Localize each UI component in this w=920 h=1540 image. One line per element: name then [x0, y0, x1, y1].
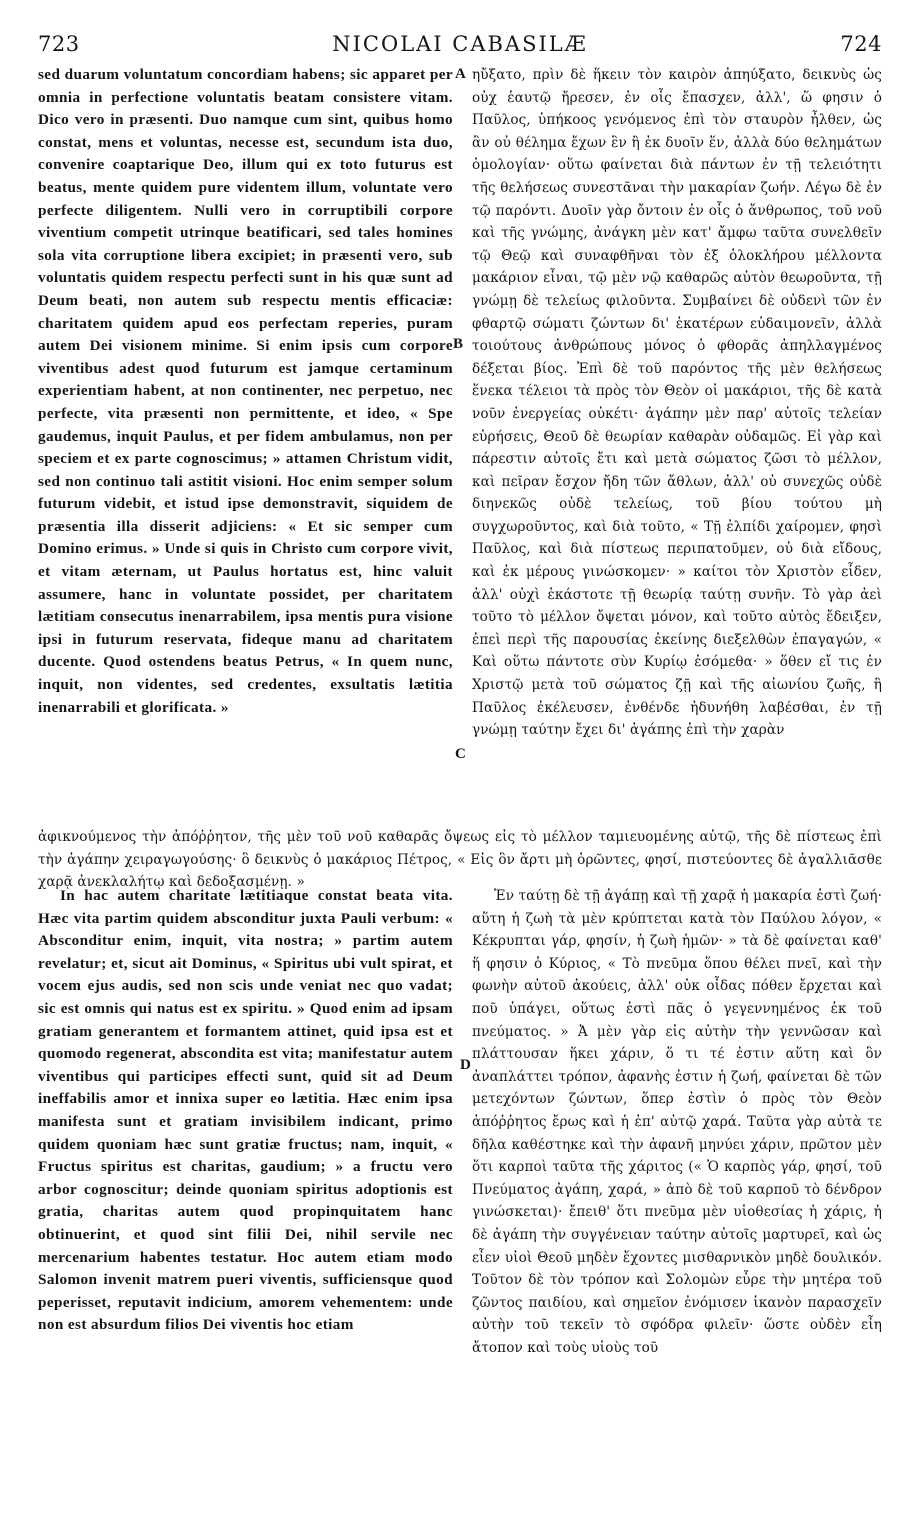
running-title: NICOLAI CABASILÆ — [332, 32, 588, 56]
margin-marker-b: B — [453, 336, 464, 352]
latin-paragraph-2: In hac autem charitate lætitiaque constat beata vita. Hæc vita partim quidem absconditur juxta Pauli verbum: « Absconditur enim, inquit, vita nostra; » partim autem revelatur; et, sicut ait Dominus, « Spiritus ubi vult spirat, et vocem ejus audis, sed non scis unde veniat nec quo vadat; sic est omnis qui natus est ex spiritu. » Quod enim ad ipsam gratiam generantem et formantem attinet, quid ipsa est et quomodo regenerat, abscondita est vita; manifestatur autem viventibus qui participes effecti sunt, quid sit ad Deum ineffabilis amor et innixa super eo lætitia. Hæc enim ipsa manifesta sunt et gratiam invisibilem indicant, primo quidem quoniam hæc sunt gratiæ fructus; nam, inquit, « Fructus spiritus est charitas, gaudium; » a fructu vero arbor cognoscitur; deinde quoniam spiritus adoptionis est gratia, charitas autem quod propinquitatem hanc obtinuerint, et quod sint filii Dei, nihil servile nec mercenarium habentes testatur. Hoc autem etiam modo Salomon invenit matrem pueri viventis, sufficiensque quod peperisset, reputavit indicium, amorem vehementem: unde non est absurdum filios Dei viventis hoc etiam — [38, 887, 453, 1334]
margin-marker-c: C — [455, 746, 466, 762]
margin-marker-a: A — [455, 66, 466, 82]
greek-paragraph-2: Ἐν ταύτῃ δὲ τῇ ἀγάπῃ καὶ τῇ χαρᾷ ἡ μακαρία ἐστὶ ζωή· αὕτη ἡ ζωὴ τὰ μὲν κρύπτεται κατὰ τὸν Παύλου λόγον, « Κέκρυπται γάρ, φησίν, ἡ ζωὴ ἡμῶν· » τὰ δὲ φαίνεται καθ' ἥ φησιν ὁ Κύριος, « Τὸ πνεῦμα ὅπου θέλει πνεῖ, καὶ τὴν φωνὴν αὐτοῦ ἀκούεις, ἀλλ' οὐκ οἶδας πόθεν ἔρχεται καὶ ποῦ ὑπάγει, οὕτως ἐστὶ πᾶς ὁ γεγεννημένος ἐκ τοῦ πνεύματος. » Ἀ μὲν γὰρ εἰς αὐτὴν τὴν γεννῶσαν καὶ πλάττουσαν ἥκει χάριν, ὅ τι τέ ἐστιν αὕτη καὶ ὃν ἀναπλάττει τρόπον, ἀφανὴς ἐστιν ἡ ζωή, φαίνεται δὲ τῶν μετεχόντων ζώντων, ὅπερ ἐστὶν ὁ πρὸς τὸν Θεὸν ἀπόῤῥητος ἔρως καὶ ἡ ἐπ' αὐτῷ χαρά. Ταῦτα γὰρ αὐτὰ τε δῆλα καθέστηκε καὶ τὴν ἀφανῆ μηνύει χάριν, πρῶτον μὲν ὅτι καρποὶ ταῦτα τῆς χάριτος (« Ὁ καρπὸς γάρ, φησί, τοῦ Πνεύματος ἀγάπη, χαρά, » ἀπὸ δὲ τοῦ καρποῦ τὸ δένδρον γινώσκεται)· ἔπειθ' ὅτι πνεῦμα μὲν υἱοθεσίας ἡ χάρις, ἡ δὲ ἀγάπη τὴν συγγένειαν ταύτην αὐτοῖς μαρτυρεῖ, καὶ ὡς εἶεν υἱοὶ Θεοῦ μηδὲν ἔχοντες μισθαρνικὸν μηδὲ δουλικόν. Τοῦτον δὲ τὸν τρόπον καὶ Σολομὼν εὗρε τὴν μητέρα τοῦ ζῶντος παιδίου, καὶ σημεῖον ἐνόμισεν ἱκανὸν παρασχεῖν αὐτὴν τοῦ τεκεῖν τὸ σφόδρα φιλεῖν· ὥστε οὐδὲν εἶη ἄτοπον καὶ τοὺς υἱοὺς τοῦ — [472, 888, 882, 1356]
page-number-left: 723 — [38, 32, 80, 56]
greek-paragraph-1: ηὔξατο, πρὶν δὲ ἥκειν τὸν καιρὸν ἀπηύξατο, δεικνὺς ὡς οὐχ ἑαυτῷ ἤρεσεν, ἐν οἷς ἔπασχεν, ἀλλ', ὥ φησιν ὁ Παῦλος, ὑπήκοος γενόμενος ἐπὶ τὸν σταυρὸν ἦλθεν, ὡς ἂν οὐ θέλημα ἔχων ἓν ἢ ἐκ δυοῖν ἕν, ἀλλὰ δύο θελημάτων ὁμολογίαν· οὕτω φαίνεται διὰ πάντων ἐν τῇ τελειότητι τῆς θελήσεως συνεστᾶναι τὴν μακαρίαν ζωήν. Λέγω δὲ ἐν τῷ παρόντι. Δυοῖν γὰρ ὄντοιν ἐν οἷς ὁ ἄνθρωπος, τοῦ νοῦ καὶ τῆς γνώμης, ἀνάγκη μὲν κατ' ἄμφω ταῦτα συνελθεῖν τῷ Θεῷ καὶ συναφθῆναι τὸν ἐξ ὁλοκλήρου μέλλοντα μακάριον εἶναι, τῷ μὲν νῷ καθαρῶς αὐτὸν θεωροῦντα, τῇ γνώμῃ δὲ τελείως φιλοῦντα. Συμβαίνει δὲ οὐδενὶ τῶν ἐν φθαρτῷ σώματι ζώντων δι' ἑκατέρων εὐδαιμονεῖν, ἀλλὰ τοιούτους ἀνθρώπους μόνος ὁ φθορᾶς ἀπηλλαγμένος δέξεται βίος. Ἐπὶ δὲ τοῦ παρόντος τῆς μὲν θελήσεως ἕνεκα τέλειοι τὰ πρὸς τὸν Θεὸν οἱ μακάριοι, τῆς δὲ κατὰ νοῦν ἐνεργείας οὐκέτι· ἀγάπην μὲν παρ' αὐτοῖς τελείαν εὑρήσεις, Θεοῦ δὲ θεωρίαν καθαρὰν οὐδαμῶς. Εἰ γὰρ καὶ πάρεστιν αὐτοῖς ἔτι καὶ μετὰ σώματος ζῶσι τὸ μέλλον, καὶ πεῖραν ἔσχον ἤδη τῶν ἄθλων, ἀλλ' οὐ συνεχῶς οὐδὲ διηνεκῶς οὐδὲ τελείως, τοῦ βίου τούτου μὴ συγχωροῦντος, καὶ διὰ τοῦτο, « Τῇ ἐλπίδι χαίρομεν, φησὶ Παῦλος, καὶ διὰ πίστεως περιπατοῦμεν, οὐ διὰ εἴδους, καὶ ἐκ μέρους γινώσκομεν· » καίτοι τὸν Χριστὸν εἶδεν, ἀλλ' οὐχὶ ἑκάστοτε τῇ θεωρίᾳ ταύτῃ συνῆν. Τὸ γὰρ ἀεὶ τοῦτο τὸ μέλλον ὄψεται μόνον, καὶ τοῦτο αὐτὸς ἔδειξεν, ἐπεὶ περὶ τῆς παρουσίας ἐκείνης διεξελθὼν ἐπαγαγών, « Καὶ οὕτω πάντοτε σὺν Κυρίῳ ἐσόμεθα· » ὅθεν εἴ τις ἐν Χριστῷ μετὰ τοῦ σώματος ζῇ καὶ τῆς αἰωνίου ζωῆς, ἣ Παῦλος ἐκέλευσεν, ἐνθένδε ἠδυνήθη λαβέσθαι, ἐν τῇ γνώμῃ ταύτην ἔχει δι' ἀγάπης ἐπὶ τὴν χαρὰν — [472, 67, 882, 739]
page-number-right: 724 — [840, 32, 882, 56]
greek-full-width-lines — [38, 826, 882, 891]
greek-column-bottom — [472, 885, 882, 1533]
greek-paragraph-continuation: ἀφικνούμενος τὴν ἀπόῤῥητον, τῆς μὲν τοῦ νοῦ καθαρᾶς ὄψεως εἰς τὸ μέλλον ταμιευομένης αὐτῷ, τῆς δὲ πίστεως ἐπὶ τὴν ἀγάπην χειραγωγούσης· ὃ δεικνὺς ὁ μακάριος Πέτρος, « Εἰς ὃν ἄρτι μὴ ὁρῶντες, φησί, πιστεύοντες δὲ ἀγαλλιᾶσθε χαρᾷ ἀνεκλαλήτῳ καὶ δεδοξασμένῃ. » — [38, 829, 882, 891]
latin-paragraph-1: sed duarum voluntatum concordiam habens; sic apparet per omnia in perfectione voluntatis beatam consistere vitam. Dico vero in præsenti. Duo namque cum sint, quibus homo constat, mens et voluntas, necesse est, secundum ista duo, convenire coaptarique Deo, illum qui ex toto futurus est beatus, mente quidem pure videntem illum, voluntate vero perfecte diligentem. Nulli vero in corruptibili corpore viventium competit utrinque beatificari, sed tales homines sola vita corruptione libera excipiet; in præsenti vero, sub voluntatis quidem respectu perfecti sunt in his quæ sunt ad Deum beati, non autem sub respectu mentis efficaciæ: charitatem quidem apud eos perfectam reperies, puram autem Dei visionem minime. Si enim ipsis cum corpore viventibus adest quod futurum est jamque certaminum experientiam habent, at non continenter, nec perpetuo, nec perfecte, vita præsenti non permittente, et ideo, « Spe gaudemus, inquit Paulus, et per fidem ambulamus, non per speciem et ex parte cognoscimus; » attamen Christum vidit, sed non continuo tali astitit visioni. Hoc enim semper solum futurum videbit, et istud ipse demonstravit, siquidem de præsentia illa disserit adjiciens: « Et sic semper cum Domino erimus. » Unde si quis in Christo cum corpore vivit, et vitam æternam, ut Paulus hortatus est, hinc valuit assumere, hanc in voluntate possidet, per charitatem lætitiam consecutus inenarrabilem, ipsa mentis pura visione ipsi in futurum reservata, fideque manu ad charitatem ducente. Quod ostendens beatus Petrus, « In quem nunc, inquit, non videntes, sed credentes, exsultatis lætitia inenarrabili et glorificata. » — [38, 66, 453, 716]
latin-column-bottom — [38, 885, 453, 1533]
latin-column-top — [38, 64, 453, 824]
page-header — [38, 32, 882, 62]
greek-column-top — [472, 64, 882, 824]
margin-marker-d: D — [460, 1057, 471, 1073]
